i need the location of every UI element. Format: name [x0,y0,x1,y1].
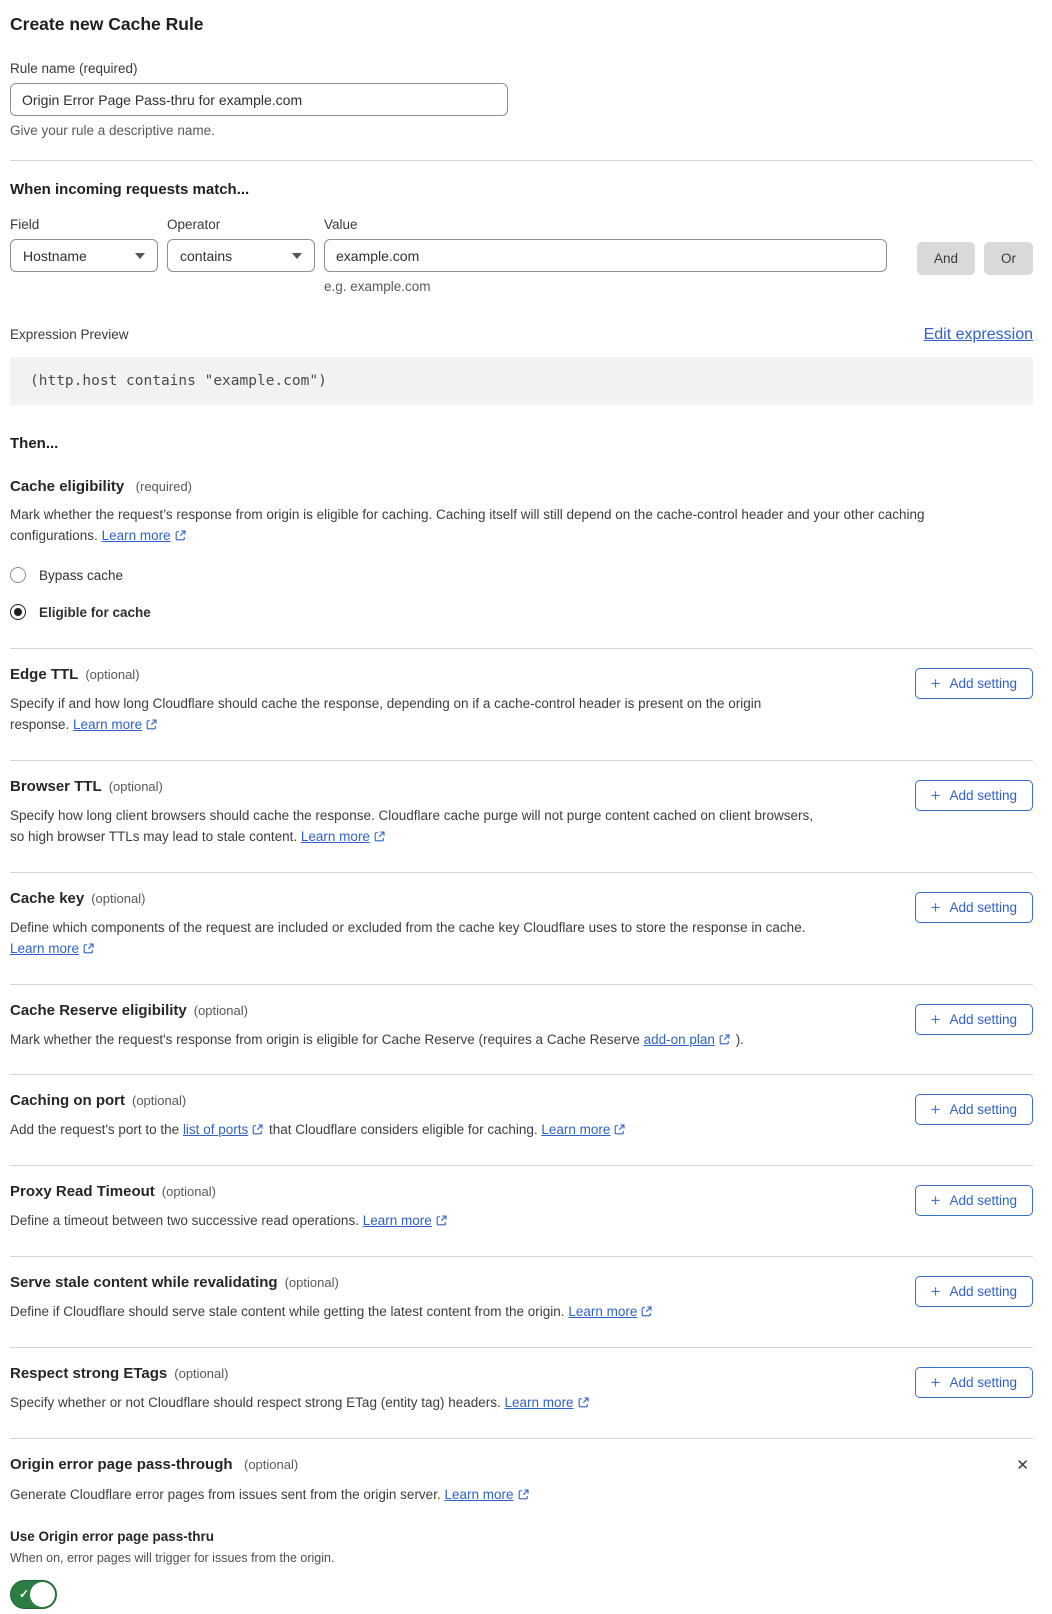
cache-eligibility-description [10,505,1000,546]
setting-qualifier: (optional) [161,1184,216,1200]
setting-qualifier: (optional) [174,1366,229,1382]
external-link-icon [175,527,186,548]
external-link-icon [578,1394,589,1415]
rule-name-help: Give your rule a descriptive name. [10,123,215,138]
setting-main [10,1092,627,1141]
external-link-icon [374,828,385,849]
add-setting-button[interactable] [915,668,1033,699]
cache-eligibility-options [10,567,1033,620]
cache-eligibility-title: Cache eligibility [10,478,125,495]
setting-section-proxy-read-timeout [10,1165,1033,1256]
add-setting-button[interactable] [915,780,1033,811]
setting-main [10,1274,654,1323]
setting-title: Caching on port [10,1092,125,1110]
learn-more-link[interactable]: Learn more [101,527,171,543]
setting-description [10,1393,591,1414]
setting-title: Cache key [10,889,85,907]
setting-main [10,666,822,736]
setting-title-line [10,1002,744,1020]
origin-section-header [10,1456,1033,1475]
operator-label: Operator [167,217,221,232]
field-select-value: Hostname [23,247,87,264]
learn-more-link[interactable]: Learn more [300,828,370,844]
use-origin-error-pass-thru-label: Use Origin error page pass-thru [10,1529,215,1545]
add-setting-label: Add setting [949,1193,1017,1209]
plus-icon: + [930,1282,941,1302]
external-link-icon [252,1121,263,1142]
setting-section-caching-on-port [10,1074,1033,1165]
description-text: Define which components of the request are included or excluded from the cache key Cloudflare uses to store the response in cache. [10,919,806,935]
plus-icon: + [930,1009,941,1029]
setting-title: Respect strong ETags [10,1365,168,1383]
setting-qualifier: (optional) [108,778,163,794]
setting-title-line [10,1092,627,1110]
value-hint: e.g. example.com [324,279,431,294]
rule-name-block [10,61,1033,138]
add-setting-label: Add setting [949,1375,1017,1391]
setting-section-serve-stale-content-while-revalidating [10,1256,1033,1347]
description-text: Specify whether or not Cloudflare should respect strong ETag (entity tag) headers. [10,1395,505,1411]
setting-description [10,918,822,960]
setting-title: Proxy Read Timeout [10,1183,155,1201]
conjunction-buttons [917,242,1033,275]
setting-main [10,890,822,960]
add-setting-label: Add setting [949,1284,1017,1300]
description-text: Define if Cloudflare should serve stale content while getting the latest content from the origin. [10,1304,569,1320]
setting-description [10,1120,627,1141]
origin-error-page-toggle[interactable] [10,1580,57,1609]
or-button[interactable]: Or [984,242,1033,275]
value-label: Value [324,217,358,232]
radio-checked-icon [10,604,26,620]
value-input[interactable] [324,239,887,272]
description-text: Generate Cloudflare error pages from issues sent from the origin server. [10,1487,445,1503]
add-on-plan-link[interactable]: add-on plan [643,1031,715,1047]
origin-section-description [10,1485,1033,1506]
cache-eligibility-qualifier: (required) [135,479,193,494]
rule-name-label: Rule name (required) [10,61,138,76]
learn-more-link[interactable]: Learn more [504,1395,574,1411]
use-origin-error-pass-thru-help: When on, error pages will trigger for issues from the origin. [10,1551,335,1566]
setting-main [10,1002,744,1051]
setting-title: Serve stale content while revalidating [10,1274,278,1292]
external-link-icon [436,1212,447,1233]
then-heading: Then... [10,435,59,452]
external-link-icon [719,1031,730,1052]
description-text: Mark whether the request’s response from origin is eligible for caching. Caching itself will still depend on the cache-control header and your other caching configurations. [10,507,925,543]
setting-title-line [10,778,822,796]
learn-more-link[interactable]: Learn more [568,1304,638,1320]
plus-icon: + [930,785,941,805]
setting-qualifier: (optional) [284,1275,339,1291]
setting-section-edge-ttl [10,648,1033,760]
setting-title-line [10,666,822,684]
add-setting-button[interactable] [915,1367,1033,1398]
add-setting-button[interactable] [915,1276,1033,1307]
field-select[interactable] [10,239,158,272]
radio-icon [10,567,26,583]
plus-icon: + [930,897,941,917]
setting-title-line [10,1274,654,1292]
setting-description [10,1030,744,1051]
setting-section-browser-ttl [10,760,1033,872]
setting-title-line [10,890,822,908]
add-setting-button[interactable] [915,892,1033,923]
setting-title-line [10,1365,591,1383]
setting-qualifier: (optional) [91,890,146,906]
rule-name-input[interactable] [10,83,508,116]
and-button[interactable]: And [917,242,975,275]
external-link-icon [146,716,157,737]
divider [10,160,1033,161]
description-text: Mark whether the request's response from origin is eligible for Cache Reserve (requires a Cache Reserve [10,1031,644,1047]
add-setting-button[interactable] [915,1094,1033,1125]
check-icon: ✓ [19,1587,30,1602]
plus-icon: + [930,1191,941,1211]
expression-preview-label: Expression Preview [10,327,129,342]
setting-qualifier: (optional) [132,1093,187,1109]
toggle-knob [30,1582,55,1607]
cache-eligibility-title-line [10,478,1033,496]
setting-title: Browser TTL [10,777,102,795]
learn-more-link[interactable]: Learn more [444,1487,514,1503]
learn-more-link[interactable]: Learn more [10,940,80,956]
setting-section-origin-error-page-pass-through [10,1438,1033,1614]
add-setting-label: Add setting [949,676,1017,692]
add-setting-label: Add setting [949,787,1017,803]
add-setting-label: Add setting [949,1102,1017,1118]
match-row [10,217,1033,294]
setting-title-line [10,1183,449,1201]
setting-section-cache-reserve-eligibility [10,984,1033,1075]
learn-more-link[interactable]: Learn more [362,1213,432,1229]
plus-icon: + [930,1373,941,1393]
setting-section-respect-strong-etags [10,1347,1033,1438]
expression-header [10,326,1033,344]
setting-description [10,694,822,736]
external-link-icon [614,1121,625,1142]
chevron-down-icon [135,253,145,259]
edit-expression-link[interactable]: Edit expression [923,326,1033,343]
learn-more-link[interactable]: Learn more [541,1122,611,1138]
setting-description [10,806,822,848]
setting-description [10,1211,449,1232]
description-text: Specify how long client browsers should cache the response. Cloudflare cache purge will not purge content cached on client browsers, so high browser TTLs may lead to stale content. [10,807,813,844]
add-setting-label: Add setting [949,1011,1017,1027]
operator-column [167,217,315,272]
setting-qualifier: (optional) [85,667,140,683]
setting-title: Cache Reserve eligibility [10,1001,187,1019]
page-title: Create new Cache Rule [10,14,204,34]
setting-qualifier: (optional) [243,1457,299,1473]
list-of-ports-link[interactable]: list of ports [182,1122,249,1138]
radio-option-bypass-cache[interactable] [10,567,1033,583]
setting-main [10,778,822,848]
match-heading: When incoming requests match... [10,181,250,198]
chevron-down-icon [292,253,302,259]
setting-main [10,1365,591,1414]
setting-qualifier: (optional) [193,1002,248,1018]
add-setting-label: Add setting [949,899,1017,915]
plus-icon: + [930,1100,941,1120]
description-text: Specify if and how long Cloudflare should cache the response, depending on if a cache-control header is present on the origin response. [10,696,762,732]
operator-select[interactable] [167,239,315,272]
description-text: that Cloudflare considers eligible for caching. [265,1122,542,1138]
radio-label: Bypass cache [39,567,124,583]
expression-code: (http.host contains "example.com") [30,373,327,389]
radio-option-eligible-for-cache[interactable] [10,604,1033,620]
external-link-icon [518,1486,529,1507]
field-label: Field [10,217,40,232]
plus-icon: + [930,674,941,694]
description-text: ). [731,1031,744,1047]
field-column [10,217,158,272]
external-link-icon [641,1303,652,1324]
setting-title: Edge TTL [10,666,79,684]
value-column [324,217,908,294]
external-link-icon [83,940,94,961]
radio-label: Eligible for cache [39,604,151,620]
setting-title: Origin error page pass-through [10,1456,233,1474]
add-setting-button[interactable] [915,1185,1033,1216]
setting-description [10,1302,654,1323]
operator-select-value: contains [180,247,233,264]
close-icon[interactable]: ✕ [1016,1457,1029,1475]
setting-main [10,1183,449,1232]
expression-preview-box [10,357,1033,405]
origin-title-line [10,1456,298,1474]
settings-list [10,648,1033,1438]
description-text: Define a timeout between two successive read operations. [10,1213,363,1229]
add-setting-button[interactable] [915,1004,1033,1035]
learn-more-link[interactable]: Learn more [73,716,143,732]
description-text: Add the request's port to the [10,1122,183,1138]
setting-section-cache-key [10,872,1033,984]
